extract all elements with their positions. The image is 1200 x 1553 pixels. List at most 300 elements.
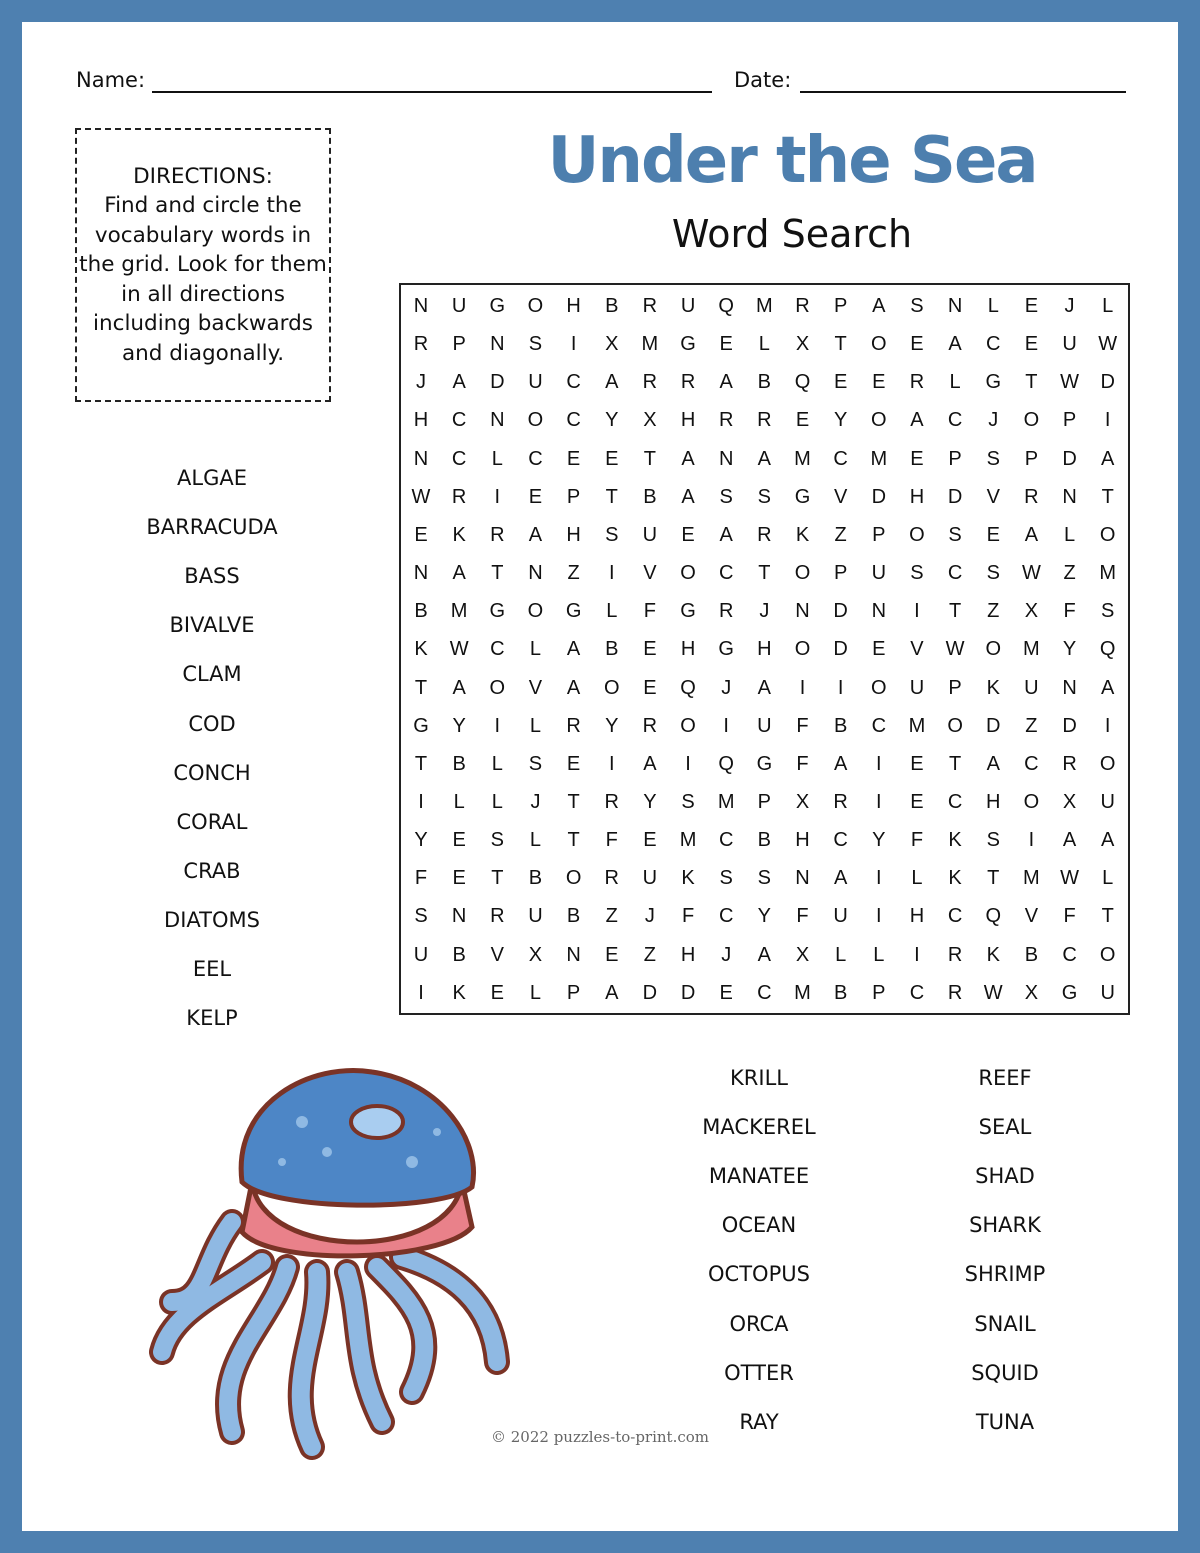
grid-letter: R	[604, 867, 619, 890]
grid-letter: L	[873, 943, 885, 966]
grid-letter: E	[910, 752, 924, 775]
grid-letter: K	[986, 676, 1000, 699]
grid-letter: C	[451, 447, 467, 470]
name-label: Name:	[76, 68, 146, 92]
word-list-item: CLAM	[182, 662, 242, 687]
grid-letter: U	[909, 676, 925, 699]
grid-letter: M	[870, 447, 888, 470]
word-list-item: EEL	[192, 957, 232, 981]
grid-letter: A	[910, 409, 924, 432]
page-subtitle: Word Search	[671, 212, 913, 256]
grid-letter: V	[490, 943, 504, 966]
grid-letter: L	[987, 295, 999, 317]
grid-letter: W	[945, 638, 965, 661]
grid-letter: R	[947, 943, 963, 966]
grid-letter: U	[642, 523, 658, 546]
grid-letter: I	[914, 943, 920, 966]
grid-letter: Z	[567, 562, 580, 585]
grid-letter: A	[872, 295, 886, 317]
grid-letter: O	[871, 333, 887, 356]
grid-letter: K	[681, 867, 695, 890]
grid-letter: F	[681, 905, 695, 928]
grid-letter: L	[491, 752, 503, 775]
grid-letter: S	[719, 867, 733, 890]
grid-letter: R	[1062, 752, 1077, 775]
grid-letter: N	[566, 943, 581, 966]
grid-letter: C	[833, 447, 848, 470]
grid-letter: Z	[987, 600, 1000, 623]
grid-letter: L	[606, 600, 618, 623]
grid-letter: P	[1024, 447, 1039, 470]
grid-letter: X	[1024, 600, 1039, 623]
grid-letter: M	[679, 829, 697, 852]
grid-letter: S	[719, 485, 733, 508]
grid-letter: A	[757, 676, 772, 699]
grid-letter: E	[872, 371, 886, 394]
grid-letter: E	[643, 676, 657, 699]
grid-letter: G	[756, 752, 773, 775]
word-list-item: CONCH	[173, 760, 251, 785]
grid-letter: Y	[414, 829, 428, 852]
word-list-item: SEAL	[978, 1115, 1032, 1140]
grid-letter: E	[414, 523, 428, 546]
grid-letter: I	[837, 676, 844, 699]
grid-letter: O	[1023, 790, 1040, 813]
grid-letter: H	[566, 523, 581, 546]
word-list-item: BARRACUDA	[146, 515, 278, 540]
grid-letter: N	[528, 562, 543, 585]
word-list-item: KELP	[186, 1006, 238, 1031]
grid-letter: A	[1024, 523, 1039, 546]
grid-letter: N	[490, 409, 505, 432]
grid-letter: S	[528, 752, 543, 775]
grid-letter: O	[909, 523, 925, 546]
grid-letter: A	[452, 562, 466, 585]
grid-letter: L	[491, 790, 503, 813]
grid-letter: H	[680, 638, 696, 661]
grid-letter: L	[835, 943, 847, 966]
grid-letter: N	[795, 867, 810, 890]
word-list-item: SHRIMP	[964, 1262, 1046, 1287]
grid-letter: E	[605, 943, 619, 966]
grid-letter: A	[1062, 829, 1077, 852]
grid-letter: F	[796, 905, 809, 928]
grid-letter: D	[1100, 371, 1115, 394]
grid-letter: U	[642, 867, 658, 890]
grid-letter: Z	[1063, 562, 1076, 585]
grid-letter: R	[566, 714, 581, 737]
grid-letter: Y	[643, 790, 657, 813]
grid-letter: R	[757, 523, 772, 546]
grid-letter: K	[452, 981, 466, 1004]
grid-letter: A	[643, 752, 657, 775]
grid-letter: C	[1062, 943, 1077, 966]
grid-letter: U	[1100, 790, 1115, 813]
grid-letter: H	[680, 943, 696, 966]
grid-letter: G	[680, 333, 696, 356]
grid-letter: C	[947, 562, 963, 585]
word-list-item: DIATOMS	[164, 907, 260, 932]
copyright-text: © 2022 puzzles-to-print.com	[490, 1428, 710, 1446]
grid-letter: O	[527, 409, 544, 432]
grid-letter: I	[418, 790, 424, 813]
grid-letter: A	[566, 676, 581, 699]
grid-letter: T	[567, 829, 580, 852]
grid-letter: L	[529, 714, 541, 737]
grid-letter: I	[1104, 409, 1111, 432]
grid-letter: C	[947, 905, 963, 928]
grid-letter: E	[833, 371, 848, 394]
grid-letter: R	[642, 371, 658, 394]
grid-letter: I	[914, 600, 920, 623]
grid-letter: O	[527, 295, 544, 317]
grid-letter: M	[756, 295, 773, 317]
word-list-item: RAY	[739, 1409, 779, 1434]
grid-letter: W	[983, 981, 1003, 1004]
grid-letter: R	[1024, 485, 1039, 508]
grid-letter: S	[1101, 600, 1115, 623]
word-list-item: ALGAE	[177, 466, 247, 490]
grid-letter: X	[528, 943, 543, 966]
grid-letter: S	[986, 447, 1000, 470]
grid-letter: V	[528, 676, 543, 699]
grid-letter: D	[490, 371, 505, 394]
word-list-item: MANATEE	[708, 1164, 810, 1189]
grid-letter: H	[986, 790, 1001, 813]
grid-letter: N	[413, 447, 429, 470]
grid-letter: B	[452, 752, 466, 775]
grid-letter: G	[489, 295, 506, 317]
grid-letter: S	[605, 523, 619, 546]
grid-letter: R	[795, 295, 810, 317]
grid-letter: I	[799, 676, 806, 699]
grid-letter: M	[1023, 867, 1040, 890]
grid-letter: T	[491, 867, 504, 890]
grid-letter: L	[758, 333, 770, 356]
grid-letter: T	[1101, 905, 1114, 928]
grid-letter: K	[795, 523, 810, 546]
grid-letter: J	[1064, 295, 1075, 317]
grid-letter: O	[489, 676, 506, 699]
word-list-item: OCTOPUS	[708, 1262, 810, 1287]
grid-letter: E	[910, 447, 924, 470]
grid-letter: A	[1101, 447, 1115, 470]
grid-letter: A	[681, 485, 695, 508]
grid-letter: N	[413, 562, 429, 585]
grid-letter: R	[642, 295, 658, 317]
grid-letter: L	[949, 371, 961, 394]
grid-letter: R	[413, 333, 429, 356]
grid-letter: R	[680, 371, 696, 394]
grid-letter: N	[490, 333, 505, 356]
grid-letter: C	[947, 790, 963, 813]
grid-letter: Q	[1099, 638, 1116, 661]
grid-letter: B	[833, 981, 848, 1004]
grid-letter: X	[643, 409, 657, 432]
grid-letter: O	[794, 562, 811, 585]
grid-letter: D	[642, 981, 658, 1004]
grid-letter: J	[988, 409, 999, 432]
grid-letter: F	[796, 752, 809, 775]
grid-letter: T	[643, 447, 656, 470]
grid-letter: C	[718, 562, 734, 585]
grid-letter: I	[1104, 714, 1111, 737]
word-list-item: SHARK	[969, 1213, 1041, 1238]
grid-letter: C	[490, 638, 505, 661]
grid-letter: L	[529, 981, 541, 1004]
grid-letter: W	[411, 485, 431, 508]
grid-letter: F	[910, 829, 924, 852]
grid-letter: C	[566, 409, 581, 432]
grid-letter: W	[1060, 371, 1079, 394]
grid-letter: O	[1099, 523, 1116, 546]
grid-letter: R	[604, 790, 619, 813]
grid-letter: A	[757, 447, 772, 470]
grid-letter: A	[719, 371, 733, 394]
grid-letter: C	[451, 409, 467, 432]
grid-letter: U	[1062, 333, 1077, 356]
grid-letter: N	[451, 905, 467, 928]
grid-letter: X	[795, 333, 810, 356]
grid-letter: F	[643, 600, 656, 623]
grid-letter: O	[871, 409, 887, 432]
word-list-item: OTTER	[724, 1360, 794, 1385]
grid-letter: H	[757, 638, 772, 661]
grid-letter: O	[871, 676, 887, 699]
grid-letter: D	[1062, 447, 1077, 470]
grid-letter: K	[414, 638, 428, 661]
grid-letter: A	[948, 333, 962, 356]
grid-letter: S	[490, 829, 504, 852]
grid-letter: U	[871, 562, 887, 585]
grid-letter: O	[947, 714, 963, 737]
grid-letter: H	[413, 409, 429, 432]
grid-letter: M	[450, 600, 468, 623]
grid-letter: M	[641, 333, 659, 356]
grid-letter: O	[985, 638, 1002, 661]
grid-letter: P	[452, 333, 466, 356]
grid-letter: A	[833, 752, 848, 775]
grid-letter: B	[833, 714, 848, 737]
grid-letter: I	[1028, 829, 1035, 852]
grid-letter: G	[489, 600, 506, 623]
grid-letter: E	[1024, 333, 1039, 356]
grid-letter: X	[795, 790, 810, 813]
grid-letter: G	[1061, 981, 1078, 1004]
grid-letter: I	[876, 867, 882, 890]
grid-letter: Y	[1062, 638, 1077, 661]
directions-text: DIRECTIONS: Find and circle the vocabulary words in the grid. Look for them in all directions including backwards and diagonally.	[79, 163, 327, 366]
grid-letter: W	[449, 638, 469, 661]
grid-letter: P	[1062, 409, 1077, 432]
grid-letter: H	[795, 829, 810, 852]
grid-letter: N	[795, 600, 810, 623]
grid-letter: R	[642, 714, 658, 737]
grid-letter: J	[644, 905, 655, 928]
grid-letter: E	[605, 447, 619, 470]
grid-letter: L	[1063, 523, 1076, 546]
grid-letter: O	[603, 676, 620, 699]
grid-letter: B	[643, 485, 657, 508]
grid-letter: L	[1102, 867, 1114, 890]
grid-letter: V	[910, 638, 924, 661]
grid-letter: C	[947, 409, 963, 432]
grid-letter: X	[605, 333, 619, 356]
grid-letter: Q	[794, 371, 811, 394]
grid-letter: Q	[680, 676, 696, 699]
grid-letter: R	[947, 981, 963, 1004]
grid-letter: T	[758, 562, 771, 585]
grid-letter: E	[566, 752, 581, 775]
grid-letter: L	[911, 867, 923, 890]
grid-letter: D	[1062, 714, 1077, 737]
grid-letter: W	[1060, 867, 1079, 890]
grid-letter: N	[413, 295, 429, 317]
grid-letter: C	[757, 981, 772, 1004]
grid-letter: Y	[833, 409, 848, 432]
grid-letter: T	[948, 600, 962, 623]
grid-letter: F	[796, 714, 809, 737]
grid-letter: I	[570, 333, 577, 356]
grid-letter: C	[718, 905, 734, 928]
grid-letter: G	[718, 638, 734, 661]
grid-letter: K	[948, 829, 962, 852]
grid-letter: C	[909, 981, 925, 1004]
grid-letter: E	[452, 829, 466, 852]
grid-letter: S	[757, 485, 772, 508]
grid-letter: R	[909, 371, 925, 394]
word-list-item: ORCA	[729, 1311, 789, 1336]
grid-letter: A	[681, 447, 695, 470]
grid-letter: I	[494, 714, 501, 737]
grid-letter: P	[948, 447, 962, 470]
grid-letter: A	[757, 943, 772, 966]
grid-letter: E	[452, 867, 466, 890]
grid-letter: P	[833, 562, 848, 585]
grid-letter: A	[528, 523, 543, 546]
grid-letter: O	[680, 562, 696, 585]
grid-letter: J	[759, 600, 770, 623]
date-line	[800, 91, 1126, 93]
grid-letter: D	[947, 485, 963, 508]
grid-letter: O	[565, 867, 582, 890]
word-list-item: TUNA	[975, 1409, 1035, 1434]
grid-letter: F	[605, 829, 618, 852]
word-list-item: COD	[188, 711, 236, 736]
grid-letter: H	[680, 409, 696, 432]
grid-letter: O	[1099, 752, 1116, 775]
grid-letter: K	[452, 523, 466, 546]
grid-letter: A	[605, 371, 619, 394]
grid-letter: E	[986, 523, 1000, 546]
grid-letter: U	[451, 295, 467, 317]
grid-letter: R	[451, 485, 467, 508]
grid-letter: O	[527, 600, 544, 623]
grid-letter: U	[833, 905, 848, 928]
worksheet-page	[22, 22, 1178, 1531]
grid-letter: A	[1101, 829, 1115, 852]
grid-letter: U	[757, 714, 772, 737]
grid-letter: R	[833, 790, 848, 813]
grid-letter: T	[1025, 371, 1038, 394]
grid-letter: I	[876, 905, 882, 928]
grid-letter: W	[1098, 333, 1118, 356]
grid-letter: C	[566, 371, 581, 394]
grid-letter: P	[566, 981, 581, 1004]
grid-letter: I	[876, 752, 882, 775]
grid-letter: K	[948, 867, 962, 890]
grid-letter: F	[1063, 905, 1076, 928]
grid-letter: E	[719, 981, 733, 1004]
grid-letter: E	[681, 523, 695, 546]
grid-letter: T	[987, 867, 1000, 890]
grid-letter: A	[566, 638, 581, 661]
grid-letter: A	[452, 371, 466, 394]
grid-letter: U	[528, 905, 543, 928]
grid-letter: C	[871, 714, 887, 737]
grid-letter: C	[833, 829, 848, 852]
grid-letter: B	[605, 638, 619, 661]
grid-letter: E	[910, 333, 924, 356]
grid-letter: D	[986, 714, 1001, 737]
grid-letter: P	[872, 523, 886, 546]
word-list-item: BIVALVE	[169, 613, 255, 638]
grid-letter: T	[414, 676, 428, 699]
grid-letter: Z	[643, 943, 656, 966]
grid-letter: M	[717, 790, 735, 813]
grid-letter: S	[910, 295, 924, 317]
grid-letter: P	[833, 295, 848, 317]
grid-letter: L	[529, 638, 541, 661]
grid-letter: H	[909, 905, 925, 928]
grid-letter: J	[530, 790, 541, 813]
grid-letter: E	[528, 485, 543, 508]
grid-letter: U	[528, 371, 543, 394]
grid-letter: U	[1100, 981, 1115, 1004]
grid-letter: M	[1099, 562, 1117, 585]
grid-letter: S	[986, 562, 1000, 585]
grid-letter: E	[490, 981, 504, 1004]
grid-letter: E	[719, 333, 733, 356]
word-list-item: CRAB	[183, 858, 241, 883]
grid-letter: E	[643, 638, 657, 661]
grid-letter: T	[1101, 485, 1114, 508]
grid-letter: A	[986, 752, 1000, 775]
grid-letter: B	[414, 600, 428, 623]
grid-letter: S	[986, 829, 1000, 852]
grid-letter: V	[643, 562, 657, 585]
grid-letter: B	[757, 371, 772, 394]
grid-letter: E	[872, 638, 886, 661]
grid-letter: B	[566, 905, 581, 928]
grid-letter: S	[910, 562, 924, 585]
grid-letter: J	[416, 371, 426, 394]
word-list-item: MACKEREL	[702, 1115, 816, 1140]
grid-letter: D	[833, 600, 848, 623]
grid-letter: I	[418, 981, 424, 1004]
grid-letter: B	[1024, 943, 1039, 966]
grid-letter: M	[1023, 638, 1040, 661]
grid-letter: S	[757, 867, 772, 890]
word-list-item: CORAL	[176, 809, 248, 834]
grid-letter: N	[1062, 676, 1077, 699]
grid-letter: P	[948, 676, 962, 699]
grid-letter: R	[490, 905, 505, 928]
grid-letter: A	[605, 981, 619, 1004]
grid-letter: R	[718, 409, 734, 432]
grid-letter: Q	[718, 295, 734, 317]
grid-letter: B	[452, 943, 466, 966]
